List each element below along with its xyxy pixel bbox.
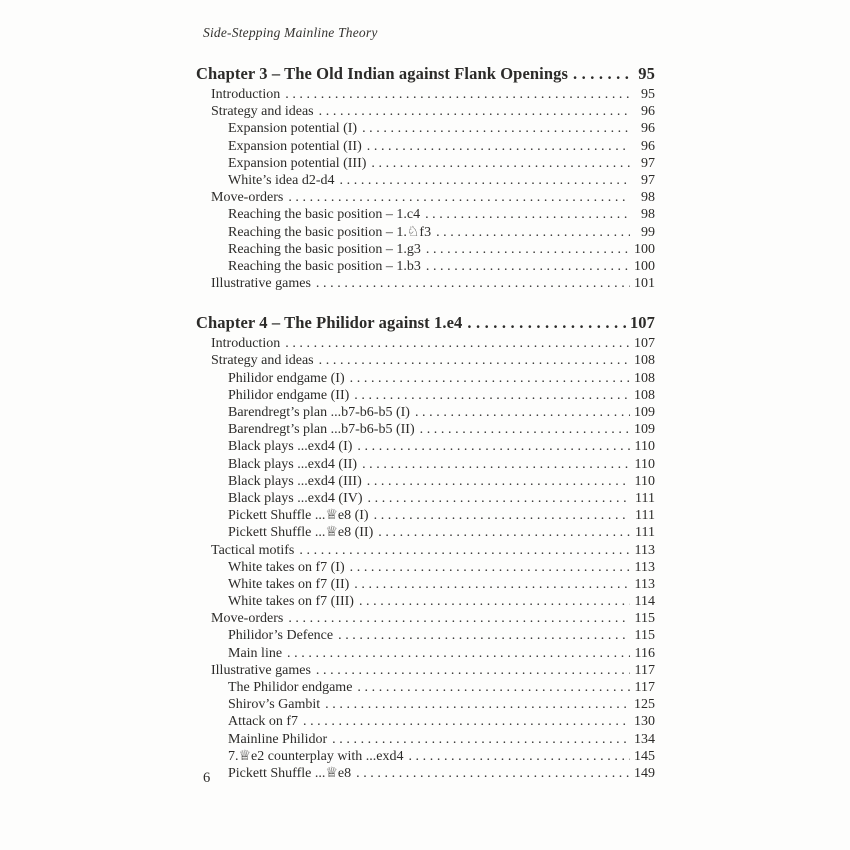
toc-entry-label: Mainline Philidor	[228, 731, 328, 747]
toc-entry-page: 109	[634, 405, 655, 420]
toc-entry-label: The Philidor endgame	[228, 680, 353, 695]
chapter-heading	[196, 62, 655, 86]
chapter-heading-page: 95	[638, 64, 655, 83]
toc-entry-page: 110	[634, 456, 655, 472]
toc-entry-label: Barendregt’s plan ...b7-b6-b5 (I)	[228, 405, 410, 420]
toc-entry-page: 116	[634, 645, 655, 661]
toc-entry-label: 7.♕e2 counterplay with ...exd4	[228, 748, 404, 764]
toc-entry-label: Reaching the basic position – 1.b3	[228, 258, 421, 274]
dot-leader	[378, 524, 630, 541]
toc-entry	[196, 731, 655, 748]
toc-section	[196, 311, 655, 782]
toc-entry	[196, 679, 655, 696]
toc-entry	[196, 473, 655, 490]
toc-entry	[196, 155, 655, 172]
dot-leader	[350, 559, 630, 576]
toc-entry-page: 117	[634, 662, 655, 678]
toc-entry-page: 114	[634, 594, 655, 610]
toc-entry-label: Philidor’s Defence	[228, 628, 334, 644]
toc-entry-page: 98	[641, 190, 655, 206]
dot-leader	[367, 138, 630, 155]
dot-leader	[338, 627, 630, 644]
running-header: Side-Stepping Mainline Theory	[203, 25, 378, 40]
toc-entry-page: 108	[634, 387, 655, 403]
toc-entry	[196, 120, 655, 137]
dot-leader	[356, 765, 630, 782]
toc-entry-page: 100	[634, 241, 655, 257]
toc-entry-page: 97	[641, 155, 655, 171]
toc-entry	[196, 645, 655, 662]
toc-entry	[196, 490, 655, 507]
toc-entry-page: 110	[634, 439, 655, 455]
dot-leader	[288, 610, 630, 627]
toc-entry-page: 96	[641, 138, 655, 154]
toc-entry	[196, 258, 655, 275]
dot-leader	[303, 713, 630, 730]
toc-entry-label: Introduction	[211, 336, 281, 352]
dot-leader	[316, 662, 630, 679]
toc-entry-label: Pickett Shuffle ...♕e8 (II)	[228, 525, 374, 541]
dot-leader	[285, 86, 630, 103]
toc-entry	[196, 206, 655, 223]
toc-entry-label: Introduction	[211, 87, 281, 102]
dot-leader	[319, 352, 630, 369]
dot-leader	[573, 62, 630, 86]
dot-leader	[299, 542, 630, 559]
dot-leader	[367, 473, 630, 490]
toc-entry-label: White takes on f7 (II)	[228, 576, 350, 592]
toc-entry	[196, 748, 655, 765]
toc-entry-label: Black plays ...exd4 (I)	[228, 439, 353, 455]
toc-entry-label: Tactical motifs	[211, 542, 295, 558]
toc-entry	[196, 189, 655, 206]
toc-entry	[196, 138, 655, 155]
toc-entry	[196, 275, 655, 292]
toc-entry-page: 100	[634, 258, 655, 274]
chapter-heading-page: 107	[629, 313, 655, 333]
toc-entry	[196, 387, 655, 404]
toc-entry-page: 99	[641, 224, 655, 240]
toc-entry-label: White’s idea d2-d4	[228, 172, 335, 188]
toc-entry-label: Black plays ...exd4 (II)	[228, 456, 358, 472]
toc-entry	[196, 559, 655, 576]
dot-leader	[357, 679, 630, 696]
toc-entry	[196, 765, 655, 782]
chapter-heading-label: Chapter 3 – The Old Indian against Flank Openings	[196, 64, 568, 83]
toc-entry	[196, 713, 655, 730]
toc-entry	[196, 662, 655, 679]
dot-leader	[362, 456, 630, 473]
toc-entry	[196, 438, 655, 455]
toc-entry-label: Black plays ...exd4 (IV)	[228, 490, 363, 506]
dot-leader	[288, 189, 630, 206]
toc-entry-label: Illustrative games	[211, 276, 311, 292]
toc-entry	[196, 593, 655, 610]
dot-leader	[408, 748, 630, 765]
toc-entry-page: 117	[634, 680, 655, 695]
toc-entry-page: 110	[634, 473, 655, 489]
toc-entry-label: Expansion potential (III)	[228, 155, 367, 171]
dot-leader	[436, 224, 630, 241]
toc-entry-page: 97	[641, 172, 655, 188]
toc-entry	[196, 335, 655, 352]
dot-leader	[426, 241, 630, 258]
toc-entry-label: Philidor endgame (I)	[228, 370, 345, 386]
toc-entry-page: 101	[634, 276, 655, 292]
toc-entry-page: 113	[634, 542, 655, 558]
toc-entry-page: 111	[635, 490, 655, 506]
toc-entry	[196, 421, 655, 438]
dot-leader	[285, 335, 630, 352]
toc-section	[196, 62, 655, 292]
page-number: 6	[203, 770, 211, 786]
toc-entry-label: Reaching the basic position – 1.♘f3	[228, 224, 432, 240]
toc-entry-page: 111	[635, 508, 655, 524]
toc-entry-page: 96	[641, 121, 655, 137]
toc-entry-label: Barendregt’s plan ...b7-b6-b5 (II)	[228, 422, 415, 438]
toc-entry	[196, 370, 655, 387]
dot-leader	[467, 311, 627, 335]
dot-leader	[368, 490, 630, 507]
toc-entry-label: Illustrative games	[211, 662, 311, 678]
toc-entry-page: 149	[634, 765, 655, 781]
toc-entry-page: 113	[634, 576, 655, 592]
toc-entry-page: 98	[641, 207, 655, 223]
toc-entry-page: 111	[635, 525, 655, 541]
toc-entry-label: Black plays ...exd4 (III)	[228, 473, 362, 489]
toc-entry-label: Strategy and ideas	[211, 353, 314, 369]
toc-entry	[196, 524, 655, 541]
toc-entry-label: Main line	[228, 645, 283, 661]
toc-entry-label: Expansion potential (II)	[228, 138, 362, 154]
dot-leader	[325, 696, 630, 713]
dot-leader	[371, 155, 630, 172]
toc-entry	[196, 696, 655, 713]
toc-entry-label: Reaching the basic position – 1.g3	[228, 241, 421, 257]
toc-entry-label: Expansion potential (I)	[228, 121, 358, 137]
toc-entry	[196, 352, 655, 369]
toc-entry	[196, 241, 655, 258]
toc-entry-page: 95	[641, 87, 655, 102]
toc-entry-label: Pickett Shuffle ...♕e8 (I)	[228, 508, 369, 524]
toc-entry-page: 125	[634, 697, 655, 713]
chapter-heading	[196, 311, 655, 335]
toc-entry	[196, 86, 655, 103]
dot-leader	[426, 258, 630, 275]
toc-entry	[196, 103, 655, 120]
dot-leader	[332, 731, 630, 748]
toc-entry-label: Pickett Shuffle ...♕e8	[228, 765, 352, 781]
toc-entry-label: White takes on f7 (I)	[228, 559, 345, 575]
dot-leader	[415, 404, 630, 421]
toc-entry-label: Reaching the basic position – 1.c4	[228, 207, 421, 223]
toc-entry-label: White takes on f7 (III)	[228, 594, 354, 610]
toc-entry	[196, 576, 655, 593]
toc-entry-page: 115	[634, 628, 655, 644]
toc-entry-page: 130	[634, 714, 655, 730]
toc-entry-page: 108	[634, 353, 655, 369]
dot-leader	[362, 120, 630, 137]
dot-leader	[354, 387, 630, 404]
toc-entry-page: 113	[634, 559, 655, 575]
toc-entry	[196, 456, 655, 473]
table-of-contents	[196, 62, 655, 801]
toc-entry-label: Attack on f7	[228, 714, 298, 730]
toc-entry	[196, 404, 655, 421]
toc-entry-page: 134	[634, 731, 655, 747]
toc-entry-page: 115	[634, 611, 655, 627]
toc-entry-page: 109	[634, 422, 655, 438]
toc-entry-page: 108	[634, 370, 655, 386]
dot-leader	[340, 172, 630, 189]
toc-entry-label: Move-orders	[211, 611, 284, 627]
toc-entry	[196, 507, 655, 524]
dot-leader	[425, 206, 630, 223]
dot-leader	[354, 576, 630, 593]
dot-leader	[287, 645, 630, 662]
toc-entry-label: Philidor endgame (II)	[228, 387, 350, 403]
dot-leader	[357, 438, 630, 455]
dot-leader	[359, 593, 630, 610]
toc-entry-page: 145	[634, 748, 655, 764]
dot-leader	[420, 421, 630, 438]
toc-entry-label: Move-orders	[211, 190, 284, 206]
toc-entry	[196, 224, 655, 241]
chapter-heading-label: Chapter 4 – The Philidor against 1.e4	[196, 313, 463, 333]
toc-entry	[196, 172, 655, 189]
toc-entry	[196, 627, 655, 644]
toc-entry	[196, 542, 655, 559]
toc-entry-page: 107	[634, 336, 655, 352]
toc-entry-label: Shirov’s Gambit	[228, 697, 321, 713]
dot-leader	[350, 370, 630, 387]
dot-leader	[316, 275, 630, 292]
dot-leader	[374, 507, 630, 524]
dot-leader	[319, 103, 630, 120]
toc-entry-page: 96	[641, 104, 655, 120]
toc-entry	[196, 610, 655, 627]
toc-entry-label: Strategy and ideas	[211, 104, 314, 120]
